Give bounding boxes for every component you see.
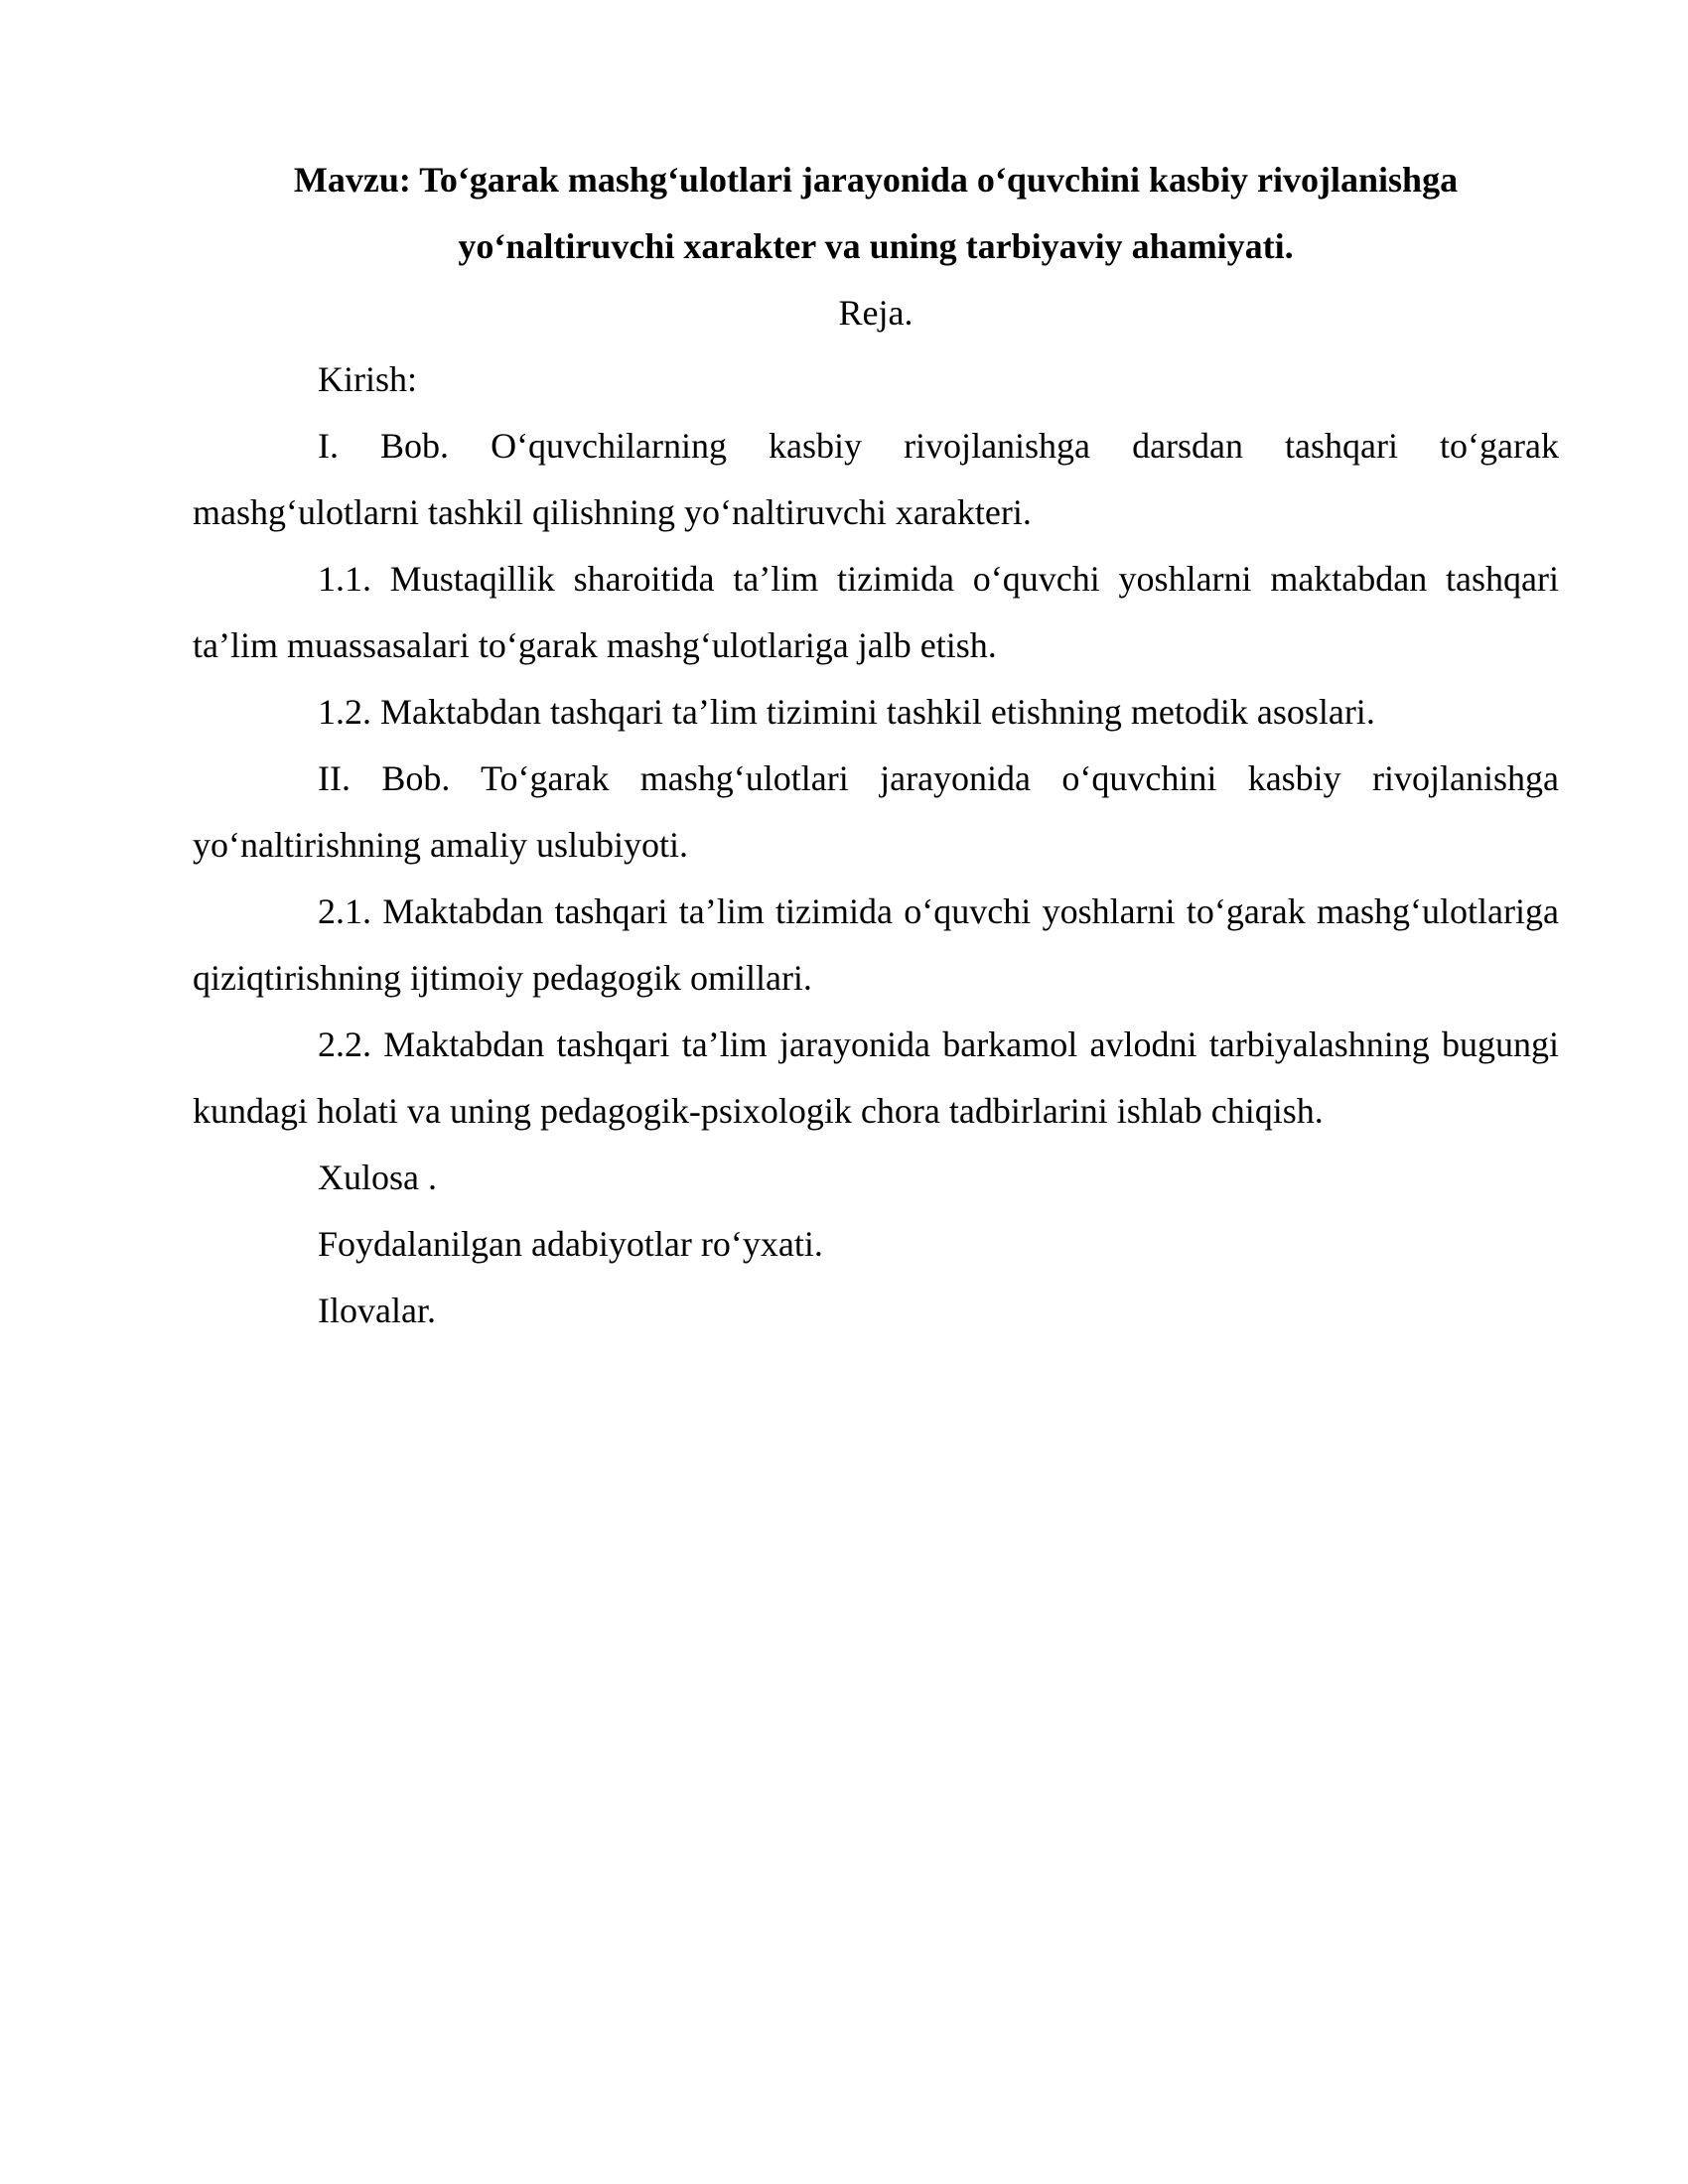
plan-item-conclusion: Xulosa . bbox=[318, 1158, 437, 1197]
plan-item-chapter-1: I. Bob. O‘quvchilarning kasbiy rivojlanishga darsdan tashqari to‘garak mashg‘ulotlarni tashkil qilishning yo‘naltiruvchi xarakteri. bbox=[193, 426, 1559, 532]
document-title bbox=[193, 147, 1559, 280]
plan-item-references: Foydalanilgan adabiyotlar ro‘yxati. bbox=[318, 1224, 823, 1264]
plan-item-chapter-2: II. Bob. To‘garak mashg‘ulotlari jarayonida o‘quvchini kasbiy rivojlanishga yo‘naltirishning amaliy uslubiyoti. bbox=[193, 758, 1559, 865]
title-line-1: Mavzu: To‘garak mashg‘ulotlari jarayonida o‘quvchini kasbiy rivojlanishga bbox=[293, 160, 1459, 200]
plan-item-appendices: Ilovalar. bbox=[318, 1291, 436, 1330]
title-line-2: yo‘naltiruvchi xarakter va uning tarbiyaviy ahamiyati. bbox=[458, 226, 1294, 266]
plan-item-section-2-1: 2.1. Maktabdan tashqari ta’lim tizimida o‘quvchi yoshlarni to‘garak mashg‘ulotlariga qiziqtirishning ijtimoiy pedagogik omillari. bbox=[193, 891, 1559, 998]
plan-item-intro: Kirish: bbox=[318, 359, 418, 399]
plan-item-section-1-1: 1.1. Mustaqillik sharoitida ta’lim tizimida o‘quvchi yoshlarni maktabdan tashqari ta’lim muassasalari to‘garak mashg‘ulotlariga jalb etish. bbox=[193, 559, 1559, 665]
plan-item-section-2-2: 2.2. Maktabdan tashqari ta’lim jarayonida barkamol avlodni tarbiyalashning bugungi kundagi holati va uning pedagogik-psixologik chora tadbirlarini ishlab chiqish. bbox=[193, 1024, 1559, 1131]
document-body bbox=[193, 147, 1559, 1344]
plan-item-section-1-2: 1.2. Maktabdan tashqari ta’lim tizimini tashkil etishning metodik asoslari. bbox=[318, 692, 1375, 732]
plan-heading: Reja. bbox=[838, 293, 914, 333]
